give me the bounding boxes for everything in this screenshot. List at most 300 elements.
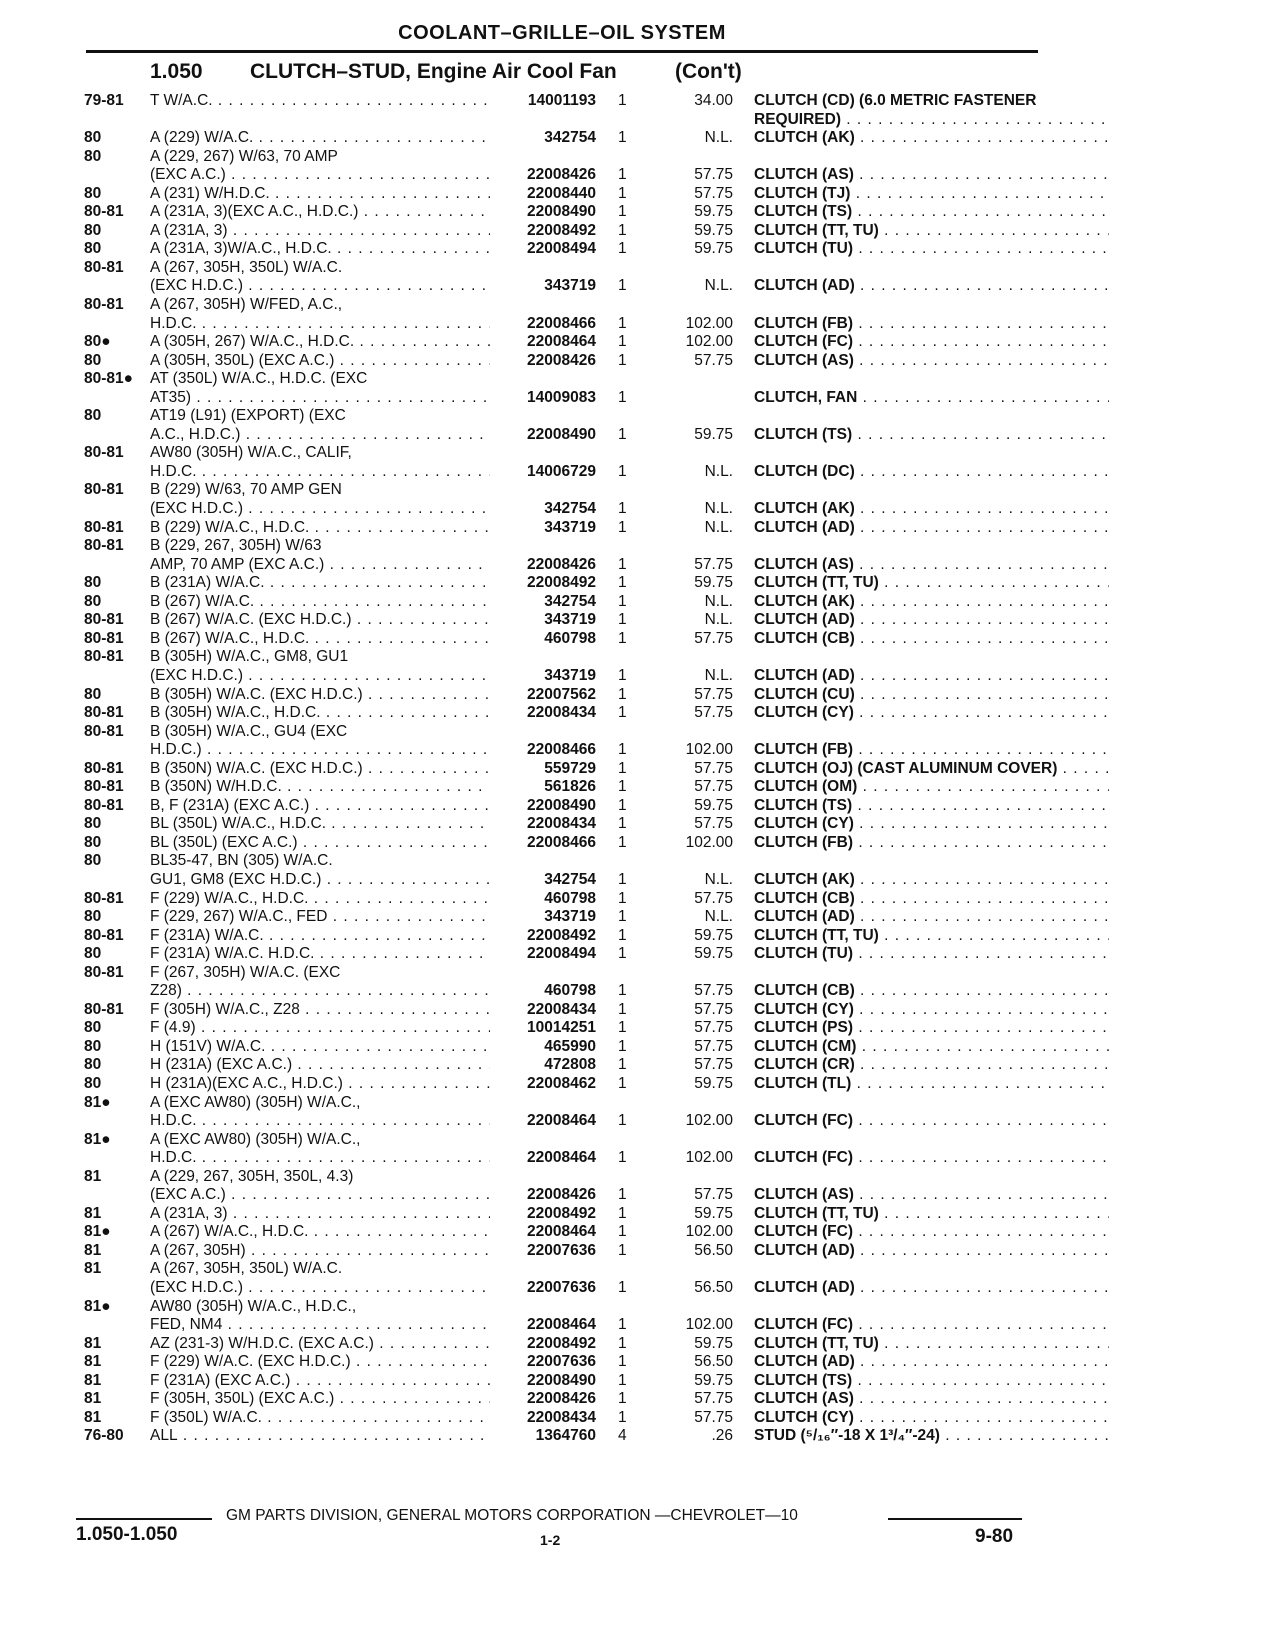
part-description: CLUTCH (TT, TU) . . . [754,574,1109,593]
table-row [80,797,1040,816]
part-description: CLUTCH (CY) . . . [754,1409,1109,1428]
price: 57.75 [694,778,733,796]
part-number: 343719 [544,518,596,536]
quantity: 1 [618,277,627,295]
quantity: 1 [618,555,627,573]
part-number: 22008426 [527,351,596,369]
model-description: FED, NM4 . . . [150,1316,490,1335]
price: 57.75 [694,1186,733,1204]
part-description: CLUTCH (CR) . . . [754,1056,1109,1075]
quantity: 1 [618,704,627,722]
model-description: F (305H) W/A.C., Z28 . . . [150,1001,490,1020]
table-row [80,333,1040,352]
quantity: 1 [618,982,627,1000]
model-description: AZ (231-3) W/H.D.C. (EXC A.C.) . . . [150,1335,490,1354]
part-number: 22008492 [527,574,596,592]
quantity: 1 [618,166,627,184]
part-description: CLUTCH (FC) . . . [754,1316,1109,1335]
model-description: A (229) W/A.C. . . . [150,129,490,148]
parts-list [80,92,1058,1446]
model-year: 80-81 [84,444,124,462]
table-row [80,111,1040,130]
part-number: 22007562 [527,685,596,703]
model-year: 80-81 [84,611,124,629]
model-year: 80● [84,333,111,351]
model-year: 79-81 [84,92,124,109]
part-description: CLUTCH (AD) . . . [754,519,1109,538]
table-row [80,1279,1040,1298]
model-description: GU1, GM8 (EXC H.D.C.) . . . [150,871,490,890]
table-row [80,852,1040,871]
part-description: CLUTCH (CB) . . . [754,982,1109,1001]
model-description: Z28) . . . [150,982,490,1001]
part-number: 14009083 [527,388,596,406]
table-row [80,481,1040,500]
table-row [80,1316,1040,1335]
part-number: 465990 [544,1037,596,1055]
model-description: A (305H, 267) W/A.C., H.D.C. . . . [150,333,490,352]
quantity: 1 [618,574,627,592]
model-year: 81 [84,1371,102,1389]
model-description: T W/A.C. . . . [150,92,490,111]
quantity: 1 [618,796,627,814]
price: 57.75 [694,629,733,647]
part-number: 22008490 [527,425,596,443]
model-year: 81 [84,1390,102,1408]
table-row [80,1131,1040,1150]
model-description: A (229, 267, 305H, 350L, 4.3) [150,1167,354,1185]
model-description: A.C., H.D.C.) . . . [150,426,490,445]
table-row [80,723,1040,742]
model-description: F (267, 305H) W/A.C. (EXC [150,963,341,981]
model-description: AMP, 70 AMP (EXC A.C.) . . . [150,556,490,575]
part-number: 22008464 [527,1223,596,1241]
model-year: 80-81 [84,926,124,944]
price: 59.75 [694,1204,733,1222]
model-year: 80-81 [84,537,124,555]
table-row [80,686,1040,705]
quantity: 1 [618,500,627,518]
model-year: 81 [84,1167,102,1185]
price: 57.75 [694,166,733,184]
model-description: B (229) W/A.C., H.D.C. . . . [150,519,490,538]
model-year: 80 [84,685,102,703]
header-rule [86,50,1038,53]
model-year: 81● [84,1093,111,1111]
part-description: REQUIRED) . . . [754,111,1109,130]
table-row [80,500,1040,519]
part-description: CLUTCH (AD) . . . [754,1242,1109,1261]
quantity: 1 [618,1279,627,1296]
model-year: 81 [84,1241,102,1259]
table-row [80,203,1040,222]
model-year: 81 [84,1260,102,1278]
part-number: 22008426 [527,555,596,573]
table-row [80,574,1040,593]
model-description: BL (350L) W/A.C., H.D.C. . . . [150,815,490,834]
model-year: 80 [84,833,102,851]
part-number: 22008490 [527,203,596,221]
model-description: AW80 (305H) W/A.C., H.D.C., [150,1297,357,1315]
section-title [150,60,742,84]
model-description: H.D.C. . . . [150,463,490,482]
part-description: CLUTCH (AK) . . . [754,129,1109,148]
part-description: CLUTCH (TU) . . . [754,945,1109,964]
quantity: 1 [618,1353,627,1371]
price: 59.75 [694,574,733,592]
model-year: 80-81 [84,648,124,666]
model-description: B (305H) W/A.C., GU4 (EXC [150,722,348,740]
model-year: 80-81 [84,722,124,740]
table-row [80,92,1040,111]
table-row [80,1260,1040,1279]
model-year: 80 [84,592,102,610]
quantity: 1 [618,388,627,406]
table-row [80,1186,1040,1205]
model-description: (EXC H.D.C.) . . . [150,1279,490,1298]
section-name: CLUTCH–STUD, Engine Air Cool Fan [250,60,617,83]
footer-rule-left [76,1518,212,1520]
part-description: CLUTCH (TS) . . . [754,1372,1109,1391]
model-description: B (305H) W/A.C. (EXC H.D.C.) . . . [150,686,490,705]
model-description: B (267) W/A.C., H.D.C. . . . [150,630,490,649]
table-row [80,778,1040,797]
model-year: 80-81 [84,203,124,221]
price: 57.75 [694,1037,733,1055]
model-description: A (EXC AW80) (305H) W/A.C., [150,1093,361,1111]
price: 102.00 [685,741,733,759]
part-description: CLUTCH (TT, TU) . . . [754,927,1109,946]
footer-page-number: 1-2 [540,1532,561,1548]
part-number: 22008464 [527,333,596,351]
table-row [80,1242,1040,1261]
model-year: 81● [84,1223,111,1241]
price: .26 [711,1427,733,1445]
part-number: 14001193 [527,92,596,109]
price: 59.75 [694,945,733,963]
table-row [80,296,1040,315]
table-row [80,982,1040,1001]
part-description: CLUTCH (AS) . . . [754,556,1109,575]
table-row [80,1205,1040,1224]
part-description: CLUTCH, FAN . . . [754,389,1109,408]
model-description: B (229, 267, 305H) W/63 [150,537,322,555]
model-description: H.D.C. . . . [150,1112,490,1131]
quantity: 1 [618,666,627,684]
model-description: F (4.9) . . . [150,1019,490,1038]
part-description: CLUTCH (TT, TU) . . . [754,1335,1109,1354]
model-year: 80 [84,1019,102,1037]
price: 102.00 [685,1149,733,1167]
model-description: (EXC H.D.C.) . . . [150,667,490,686]
part-number: 22008434 [527,704,596,722]
model-year: 80-81 [84,796,124,814]
model-description: F (229, 267) W/A.C., FED . . . [150,908,490,927]
part-description: CLUTCH (CU) . . . [754,686,1109,705]
part-description: CLUTCH (AD) . . . [754,611,1109,630]
table-row [80,166,1040,185]
model-description: A (305H, 350L) (EXC A.C.) . . . [150,352,490,371]
section-continued: (Con't) [675,60,742,83]
quantity: 1 [618,1056,627,1074]
quantity: 1 [618,908,627,926]
part-description: CLUTCH (PS) . . . [754,1019,1109,1038]
table-row [80,704,1040,723]
model-description: A (267, 305H, 350L) W/A.C. [150,1260,343,1278]
price: 57.75 [694,1000,733,1018]
part-description: CLUTCH (FC) . . . [754,1223,1109,1242]
model-description: B (350N) W/H.D.C. . . . [150,778,490,797]
model-description: ALL . . . [150,1427,490,1446]
part-number: 561826 [544,778,596,796]
quantity: 1 [618,1241,627,1259]
quantity: 1 [618,1000,627,1018]
price: 57.75 [694,759,733,777]
part-description: CLUTCH (FB) . . . [754,315,1109,334]
part-number: 22008492 [527,1204,596,1222]
model-description: B (229) W/63, 70 AMP GEN [150,481,342,499]
model-year: 80 [84,1074,102,1092]
model-description: (EXC A.C.) . . . [150,1186,490,1205]
quantity: 1 [618,1149,627,1167]
model-description: H.D.C.) . . . [150,741,490,760]
price: 59.75 [694,425,733,443]
price: 59.75 [694,1074,733,1092]
price: N.L. [704,592,733,610]
model-description: A (229, 267) W/63, 70 AMP [150,147,338,165]
table-row [80,1390,1040,1409]
quantity: 1 [618,240,627,258]
model-year: 80 [84,574,102,592]
model-year: 80 [84,815,102,833]
part-description: CLUTCH (TT, TU) . . . [754,222,1109,241]
price: N.L. [704,518,733,536]
part-description: CLUTCH (AS) . . . [754,166,1109,185]
price: 57.75 [694,351,733,369]
quantity: 1 [618,1408,627,1426]
price: 57.75 [694,555,733,573]
model-year: 81● [84,1130,111,1148]
footer-group-range: 1.050-1.050 [76,1524,178,1545]
model-year: 76-80 [84,1427,124,1445]
model-description: B (267) W/A.C. (EXC H.D.C.) . . . [150,611,490,630]
model-description: B (267) W/A.C. . . . [150,593,490,612]
page-header: COOLANT–GRILLE–OIL SYSTEM [398,22,726,44]
part-description: CLUTCH (TJ) . . . [754,185,1109,204]
part-description: CLUTCH (TL) . . . [754,1075,1109,1094]
table-row [80,1056,1040,1075]
model-description: H.D.C. . . . [150,1149,490,1168]
price: 57.75 [694,1019,733,1037]
quantity: 1 [618,1074,627,1092]
price: 56.50 [694,1279,733,1296]
quantity: 1 [618,833,627,851]
part-description: CLUTCH (AS) . . . [754,1186,1109,1205]
part-description: CLUTCH (AS) . . . [754,1390,1109,1409]
part-description: CLUTCH (AD) . . . [754,667,1109,686]
part-description: CLUTCH (FC) . . . [754,333,1109,352]
part-description: CLUTCH (OJ) (CAST ALUMINUM COVER) . . . [754,760,1109,779]
price: N.L. [704,666,733,684]
model-description: AT19 (L91) (EXPORT) (EXC [150,407,346,425]
quantity: 1 [618,314,627,332]
model-year: 80-81 [84,704,124,722]
table-row [80,908,1040,927]
part-description: CLUTCH (AK) . . . [754,500,1109,519]
footer-publisher: GM PARTS DIVISION, GENERAL MOTORS CORPORATION —CHEVROLET—10 [226,1507,798,1524]
price: 102.00 [685,333,733,351]
part-number: 22008494 [527,945,596,963]
model-description: H (231A) (EXC A.C.) . . . [150,1056,490,1075]
quantity: 1 [618,759,627,777]
part-number: 342754 [544,870,596,888]
price: 57.75 [694,815,733,833]
quantity: 1 [618,1316,627,1334]
model-year: 80 [84,351,102,369]
table-row [80,556,1040,575]
model-year: 81 [84,1334,102,1352]
quantity: 1 [618,778,627,796]
price: 57.75 [694,1390,733,1408]
part-number: 22008462 [527,1074,596,1092]
model-description: A (231A, 3)W/A.C., H.D.C. . . . [150,240,490,259]
table-row [80,259,1040,278]
model-year: 80 [84,1056,102,1074]
model-year: 80-81 [84,1000,124,1018]
model-year: 80-81 [84,518,124,536]
part-description: CLUTCH (TS) . . . [754,426,1109,445]
quantity: 1 [618,629,627,647]
model-description: AT35) . . . [150,389,490,408]
table-row [80,759,1058,779]
table-row [80,1427,1040,1446]
part-description: CLUTCH (CD) (6.0 METRIC FASTENER [754,92,1037,109]
model-year: 80 [84,147,102,165]
model-description: F (229) W/A.C. (EXC H.D.C.) . . . [150,1353,490,1372]
part-description: CLUTCH (FC) . . . [754,1112,1109,1131]
model-year: 80-81 [84,963,124,981]
price: N.L. [704,500,733,518]
part-number: 10014251 [527,1019,596,1037]
table-row [80,407,1040,426]
model-year: 80 [84,908,102,926]
table-row [80,1038,1040,1057]
part-description: CLUTCH (FB) . . . [754,741,1109,760]
part-description: CLUTCH (AD) . . . [754,908,1109,927]
table-row [80,426,1040,445]
price: 57.75 [694,982,733,1000]
part-number: 22008492 [527,221,596,239]
price: 56.50 [694,1241,733,1259]
part-description: CLUTCH (CB) . . . [754,890,1109,909]
model-description: B (305H) W/A.C., H.D.C. . . . [150,704,490,723]
quantity: 1 [618,592,627,610]
part-description: CLUTCH (FB) . . . [754,834,1109,853]
model-year: 80-81 [84,778,124,796]
price: 102.00 [685,1316,733,1334]
table-row [80,1298,1040,1317]
quantity: 1 [618,1390,627,1408]
model-description: AW80 (305H) W/A.C., CALIF, [150,444,352,462]
table-row [80,871,1040,890]
quantity: 1 [618,889,627,907]
part-number: 22008434 [527,1000,596,1018]
price: 57.75 [694,704,733,722]
part-number: 343719 [544,908,596,926]
model-description: A (267, 305H) W/FED, A.C., [150,296,343,314]
table-row [80,927,1040,946]
table-row [80,648,1040,667]
model-description: (EXC H.D.C.) . . . [150,500,490,519]
quantity: 1 [618,1037,627,1055]
model-year: 80-81 [84,481,124,499]
table-row [80,593,1040,612]
price: 56.50 [694,1353,733,1371]
part-number: 342754 [544,592,596,610]
model-description: A (231A, 3) . . . [150,222,490,241]
table-row [80,1353,1040,1372]
part-description: CLUTCH (OM) . . . [754,778,1109,797]
model-year: 80 [84,407,102,425]
part-number: 22008466 [527,833,596,851]
table-row [80,1149,1040,1168]
price: 57.75 [694,889,733,907]
part-number: 22008466 [527,741,596,759]
table-row [80,1075,1040,1094]
part-number: 559729 [544,759,596,777]
part-number: 22008466 [527,314,596,332]
part-number: 22008464 [527,1149,596,1167]
quantity: 1 [618,741,627,759]
price: 57.75 [694,685,733,703]
part-number: 342754 [544,129,596,147]
model-year: 80-81 [84,258,124,276]
part-description: CLUTCH (FC) . . . [754,1149,1109,1168]
quantity: 1 [618,203,627,221]
quantity: 1 [618,221,627,239]
price: 59.75 [694,1371,733,1389]
model-description: BL35-47, BN (305) W/A.C. [150,852,333,870]
model-description: B (305H) W/A.C., GM8, GU1 [150,648,349,666]
quantity: 1 [618,92,627,109]
price: 59.75 [694,926,733,944]
quantity: 1 [618,926,627,944]
model-description: F (231A) (EXC A.C.) . . . [150,1372,490,1391]
part-number: 343719 [544,277,596,295]
model-year: 81 [84,1408,102,1426]
model-description: H.D.C. . . . [150,315,490,334]
model-year: 80 [84,1037,102,1055]
model-year: 80-81 [84,296,124,314]
part-description: CLUTCH (TS) . . . [754,797,1109,816]
table-row [80,389,1040,408]
part-description: CLUTCH (AD) . . . [754,1279,1109,1298]
part-description: CLUTCH (AK) . . . [754,593,1109,612]
part-number: 22008434 [527,1408,596,1426]
quantity: 1 [618,611,627,629]
part-number: 460798 [544,889,596,907]
table-row [80,667,1040,686]
table-row [80,890,1040,909]
table-row [80,630,1040,649]
model-year: 80 [84,129,102,147]
model-year: 81 [84,1204,102,1222]
table-row [80,222,1040,241]
part-description: CLUTCH (CY) . . . [754,1001,1109,1020]
model-description: B (231A) W/A.C. . . . [150,574,490,593]
table-row [80,1168,1040,1187]
part-number: 22008492 [527,1334,596,1352]
